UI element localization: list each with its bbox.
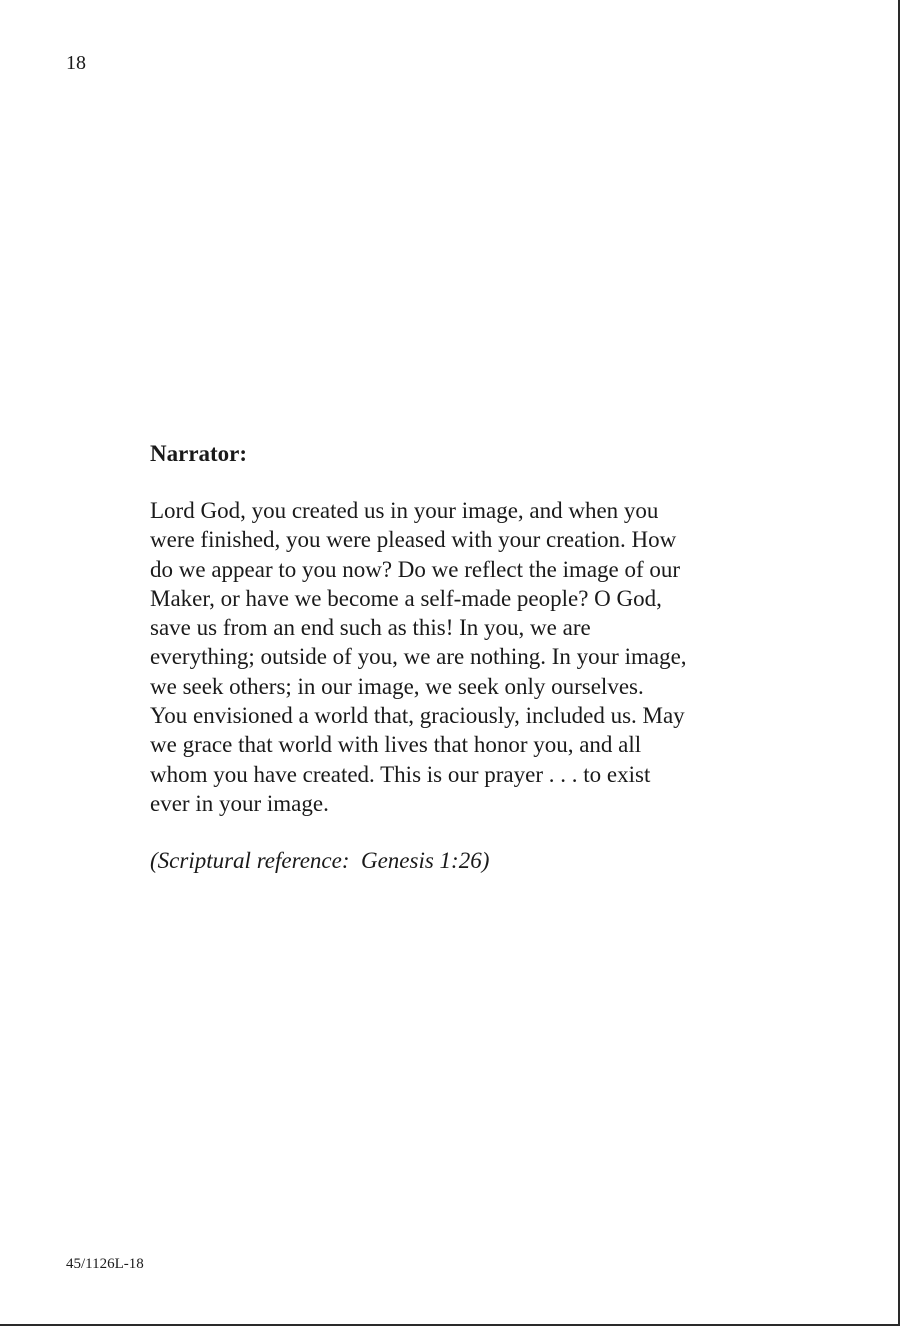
prayer-line: we grace that world with lives that honor you, and all	[150, 732, 642, 758]
main-content	[150, 438, 770, 875]
speaker-heading: Narrator:	[150, 441, 248, 466]
prayer-line: You envisioned a world that, graciously, included us. May	[150, 703, 685, 729]
prayer-line: everything; outside of you, we are nothing. In your image,	[150, 644, 687, 670]
prayer-line: were finished, you were pleased with your creation. How	[150, 527, 677, 553]
prayer-line: Maker, or have we become a self-made people? O God,	[150, 585, 662, 611]
prayer-line: do we appear to you now? Do we reflect the image of our	[150, 556, 681, 582]
prayer-line: we seek others; in our image, we seek only ourselves.	[150, 673, 644, 699]
prayer-paragraph	[150, 496, 770, 818]
prayer-line: Lord God, you created us in your image, and when you	[150, 498, 659, 523]
scriptural-reference: (Scriptural reference: Genesis 1:26)	[150, 848, 490, 874]
footer-code: 45/1126L-18	[66, 1256, 144, 1272]
prayer-line: ever in your image.	[150, 790, 329, 816]
page-number: 18	[66, 52, 86, 74]
prayer-line: save us from an end such as this! In you, we are	[150, 615, 591, 641]
prayer-line: whom you have created. This is our prayer . . . to exist	[150, 761, 651, 787]
